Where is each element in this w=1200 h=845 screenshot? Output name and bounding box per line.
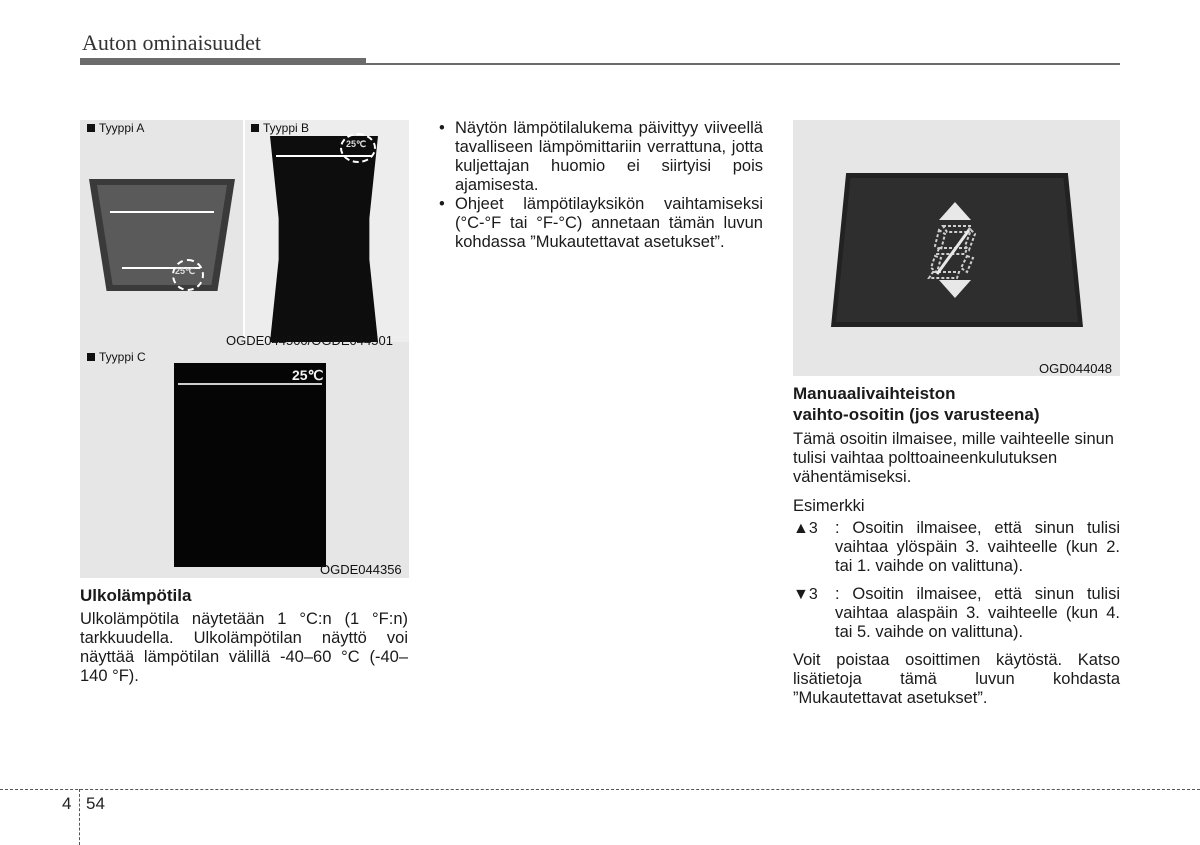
square-bullet-icon (87, 353, 95, 361)
gear-indicator-icon (925, 200, 985, 300)
example-down (793, 585, 1120, 642)
middle-bullets (437, 119, 763, 252)
figure-code-gear: OGD044048 (1039, 361, 1112, 376)
section-heading-gear-line2: vaihto-osoitin (jos varusteena) (793, 405, 1040, 424)
square-bullet-icon (251, 124, 259, 132)
type-a-display-screen (97, 185, 227, 285)
type-a-top-line (110, 211, 214, 213)
shift-down-text: : Osoitin ilmaisee, että sinun tulisi vaihtaa alaspäin 3. vaihteelle (kun 4. tai 5. vaihde on valittuna). (835, 585, 1120, 641)
type-b-temp: 25℃ (346, 139, 367, 149)
footer-rule (0, 789, 1200, 790)
type-a-label (87, 121, 144, 135)
type-c-label (87, 350, 146, 364)
bullet-item: • Näytön lämpötilalukema päivittyy viiveellä tavalliseen lämpömittariin verrattuna, jotta kuljettajan huomio ei siirtyisi pois ajamisesta. (437, 119, 763, 195)
type-c-temp: 25℃ (292, 367, 324, 383)
type-b-label (251, 121, 309, 135)
figure-code-c: OGDE044356 (320, 562, 402, 577)
type-a-temp: 25℃ (175, 266, 196, 276)
section-heading-gear-line1: Manuaalivaihteiston (793, 384, 956, 403)
page-header-title: Auton ominaisuudet (82, 30, 262, 55)
type-b-display (270, 136, 378, 342)
outside-temp-paragraph: Ulkolämpötila näytetään 1 °C:n (1 °F:n) tarkkuudella. Ulkolämpötilan näyttö voi näyttää lämpötilan välillä -40–60 °C (-40–140 °F). (80, 610, 408, 685)
shift-up-text: : Osoitin ilmaisee, että sinun tulisi vaihtaa ylöspäin 3. vaihteelle (kun 2. tai 1. vaihde on valittuna). (835, 519, 1120, 575)
example-label: Esimerkki (793, 497, 865, 515)
closing-paragraph: Voit poistaa osoittimen käytöstä. Katso lisätietoja tämä luvun kohdasta ”Mukautettavat asetukset”. (793, 651, 1120, 707)
type-c-display (174, 363, 326, 567)
figure-code-ab: OGDE044500/OGDE044501 (226, 333, 393, 348)
bullet-item: • Ohjeet lämpötilayksikön vaihtamiseksi (°C-°F tai °F-°C) annetaan tämän luvun kohdassa ”Mukautettavat asetukset”. (437, 195, 763, 252)
header-bar (80, 58, 366, 65)
gear-intro-paragraph: Tämä osoitin ilmaisee, mille vaihteelle sinun tulisi vaihtaa polttoaineenkulutuksen vähentämiseksi. (793, 430, 1114, 486)
shift-down-symbol: ▼3 (793, 586, 818, 603)
section-heading-outside-temp: Ulkolämpötila (80, 586, 192, 605)
header-rule (366, 63, 1120, 65)
square-bullet-icon (87, 124, 95, 132)
type-b-label-text: Tyyppi B (263, 121, 310, 135)
type-c-label-text: Tyyppi C (99, 350, 146, 364)
footer-divider (79, 789, 80, 845)
type-a-label-text: Tyyppi A (99, 121, 145, 135)
example-up (793, 519, 1120, 576)
shift-up-symbol: ▲3 (793, 520, 818, 537)
chapter-number: 4 (62, 794, 72, 813)
page-number: 54 (86, 794, 105, 813)
